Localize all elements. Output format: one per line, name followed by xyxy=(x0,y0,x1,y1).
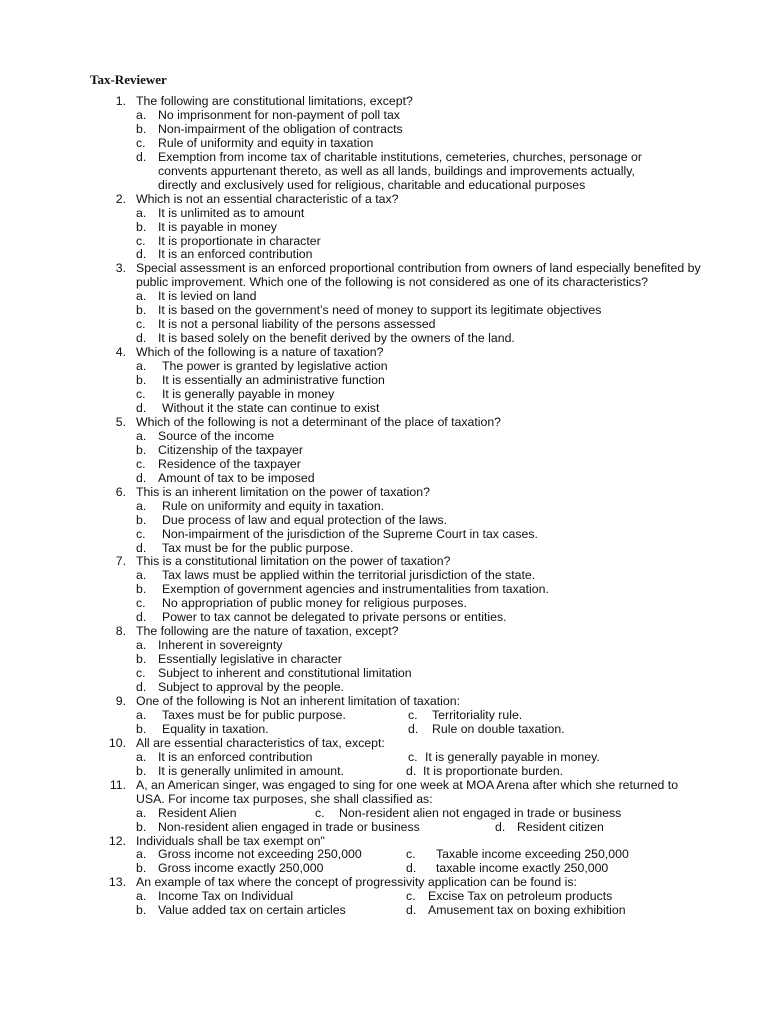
option-b: b. Gross income exactly 250,000 xyxy=(136,861,324,876)
option-a: a. Taxes must be for public purpose. xyxy=(136,707,346,722)
option-c: c. It is generally payable in money. xyxy=(408,749,600,764)
question-number: 4. xyxy=(115,345,126,360)
question-list xyxy=(108,95,708,918)
option-b: b. Equality in taxation. xyxy=(136,721,269,736)
option-d: d. It is based solely on the benefit derived by the owners of the land. xyxy=(136,331,515,346)
document-title: Tax-Reviewer xyxy=(90,72,167,87)
option-b: b. It is based on the government’s need of money to support its legitimate objectives xyxy=(136,303,602,318)
option-row xyxy=(136,751,708,765)
question-number: 8. xyxy=(115,624,126,639)
question-text: Which of the following is a nature of taxation? xyxy=(136,345,384,360)
option-a: a. Resident Alien xyxy=(136,805,237,820)
question-text: A, an American singer, was engaged to sing for one week at MOA Arena after which she returned to USA. For income tax purposes, she shall classified as: xyxy=(136,777,679,806)
option-c: c. Non-resident alien not engaged in trade or business xyxy=(315,805,622,820)
option-c: c. Rule of uniformity and equity in taxation xyxy=(136,135,374,150)
option-d: d. Tax must be for the public purpose. xyxy=(136,540,354,555)
question-number: 5. xyxy=(115,414,126,429)
option-c: c. No appropriation of public money for religious purposes. xyxy=(136,596,467,611)
question-number: 6. xyxy=(115,484,126,499)
question-3 xyxy=(108,262,708,346)
option-c: c. Taxable income exceeding 250,000 xyxy=(406,847,629,862)
option-c: c. It is proportionate in character xyxy=(136,233,321,248)
option-a: a. Inherent in sovereignty xyxy=(136,638,283,653)
question-number: 3. xyxy=(115,261,126,276)
option-a: a. No imprisonment for non-payment of poll tax xyxy=(136,107,400,122)
question-2 xyxy=(108,193,708,263)
question-text: One of the following is Not an inherent limitation of taxation: xyxy=(136,693,461,708)
option-a: a. Source of the income xyxy=(136,428,275,443)
question-12 xyxy=(108,835,708,877)
option-b: b. Citizenship of the taxpayer xyxy=(136,442,303,457)
option-a: a. It is an enforced contribution xyxy=(136,749,313,764)
option-row xyxy=(136,821,708,835)
option-d: d. It is proportionate burden. xyxy=(406,763,564,778)
option-d: d. Amount of tax to be imposed xyxy=(136,470,315,485)
option-d: d. Power to tax cannot be delegated to private persons or entities. xyxy=(136,610,507,625)
option-b: b. Non-resident alien engaged in trade or business xyxy=(136,819,420,834)
question-11 xyxy=(108,779,708,835)
question-text: Which is not an essential characteristic of a tax? xyxy=(136,191,399,206)
option-d: d. Resident citizen xyxy=(495,819,604,834)
option-row xyxy=(136,765,708,779)
option-a: a. It is unlimited as to amount xyxy=(136,205,305,220)
option-d: d. Amusement tax on boxing exhibition xyxy=(406,903,626,918)
question-5 xyxy=(108,416,708,486)
option-d: d. Exemption from income tax of charitable institutions, cemeteries, churches, personage or convents appurtenant thereto, as well as all lands, buildings and improvements actually, directly and exclusively used for religious, charitable and educational purposes xyxy=(136,149,642,192)
option-d: d. Without it the state can continue to exist xyxy=(136,400,380,415)
question-number: 1. xyxy=(115,94,126,108)
question-6 xyxy=(108,486,708,556)
question-number: 7. xyxy=(115,554,126,569)
option-row xyxy=(136,848,708,862)
question-number: 10. xyxy=(108,735,126,750)
option-a: a. It is levied on land xyxy=(136,289,257,304)
option-d: d. Subject to approval by the people. xyxy=(136,680,344,695)
option-b: b. Due process of law and equal protection of the laws. xyxy=(136,512,448,527)
option-c: c. Non-impairment of the jurisdiction of the Supreme Court in tax cases. xyxy=(136,526,538,541)
option-c: c. Territoriality rule. xyxy=(408,707,523,722)
option-a: a. Rule on uniformity and equity in taxation. xyxy=(136,498,385,513)
option-row xyxy=(136,709,708,723)
option-a: a. The power is granted by legislative action xyxy=(136,359,388,374)
option-c: c. It is generally payable in money xyxy=(136,387,335,402)
option-b: b. It is essentially an administrative function xyxy=(136,373,385,388)
option-a: a. Income Tax on Individual xyxy=(136,889,294,904)
option-c: c. It is not a personal liability of the persons assessed xyxy=(136,317,436,332)
option-b: b. Exemption of government agencies and instrumentalities from taxation. xyxy=(136,582,549,597)
option-row xyxy=(136,904,708,918)
question-13 xyxy=(108,876,708,918)
option-c: c. Residence of the taxpayer xyxy=(136,456,301,471)
option-b: b. It is payable in money xyxy=(136,219,277,234)
question-number: 9. xyxy=(115,693,126,708)
option-b: b. Non-impairment of the obligation of contracts xyxy=(136,121,403,136)
option-d: d. Rule on double taxation. xyxy=(408,721,565,736)
question-text: The following are constitutional limitations, except? xyxy=(136,94,413,108)
question-text: Special assessment is an enforced proportional contribution from owners of land especially benefited by public improvement. Which one of the following is not considered as one of its characteristics? xyxy=(136,261,701,290)
option-b: b. Essentially legislative in character xyxy=(136,652,342,667)
question-text: An example of tax where the concept of progressivity application can be found is: xyxy=(136,875,577,890)
question-8 xyxy=(108,625,708,695)
question-text: This is a constitutional limitation on the power of taxation? xyxy=(136,554,451,569)
question-number: 11. xyxy=(109,777,126,792)
question-number: 2. xyxy=(115,191,126,206)
option-c: c. Subject to inherent and constitutional limitation xyxy=(136,666,412,681)
option-row xyxy=(136,723,708,737)
option-b: b. It is generally unlimited in amount. xyxy=(136,763,344,778)
option-c: c. Excise Tax on petroleum products xyxy=(406,889,613,904)
option-d: d. It is an enforced contribution xyxy=(136,247,313,262)
option-row xyxy=(136,862,708,876)
question-text: Individuals shall be tax exempt on" xyxy=(136,833,325,848)
question-7 xyxy=(108,555,708,625)
question-number: 13. xyxy=(108,875,126,890)
option-row xyxy=(136,807,708,821)
question-text: The following are the nature of taxation, except? xyxy=(136,624,399,639)
question-text: This is an inherent limitation on the power of taxation? xyxy=(136,484,430,499)
question-10 xyxy=(108,737,708,779)
question-number: 12. xyxy=(108,833,126,848)
option-row xyxy=(136,890,708,904)
option-d: d. taxable income exactly 250,000 xyxy=(406,861,609,876)
question-1 xyxy=(108,95,708,193)
question-4 xyxy=(108,346,708,416)
option-b: b. Value added tax on certain articles xyxy=(136,903,346,918)
option-a: a. Tax laws must be applied within the territorial jurisdiction of the state. xyxy=(136,568,536,583)
question-text: Which of the following is not a determinant of the place of taxation? xyxy=(136,414,502,429)
question-text: All are essential characteristics of tax, except: xyxy=(136,735,385,750)
question-9 xyxy=(108,695,708,737)
option-a: a. Gross income not exceeding 250,000 xyxy=(136,847,362,862)
